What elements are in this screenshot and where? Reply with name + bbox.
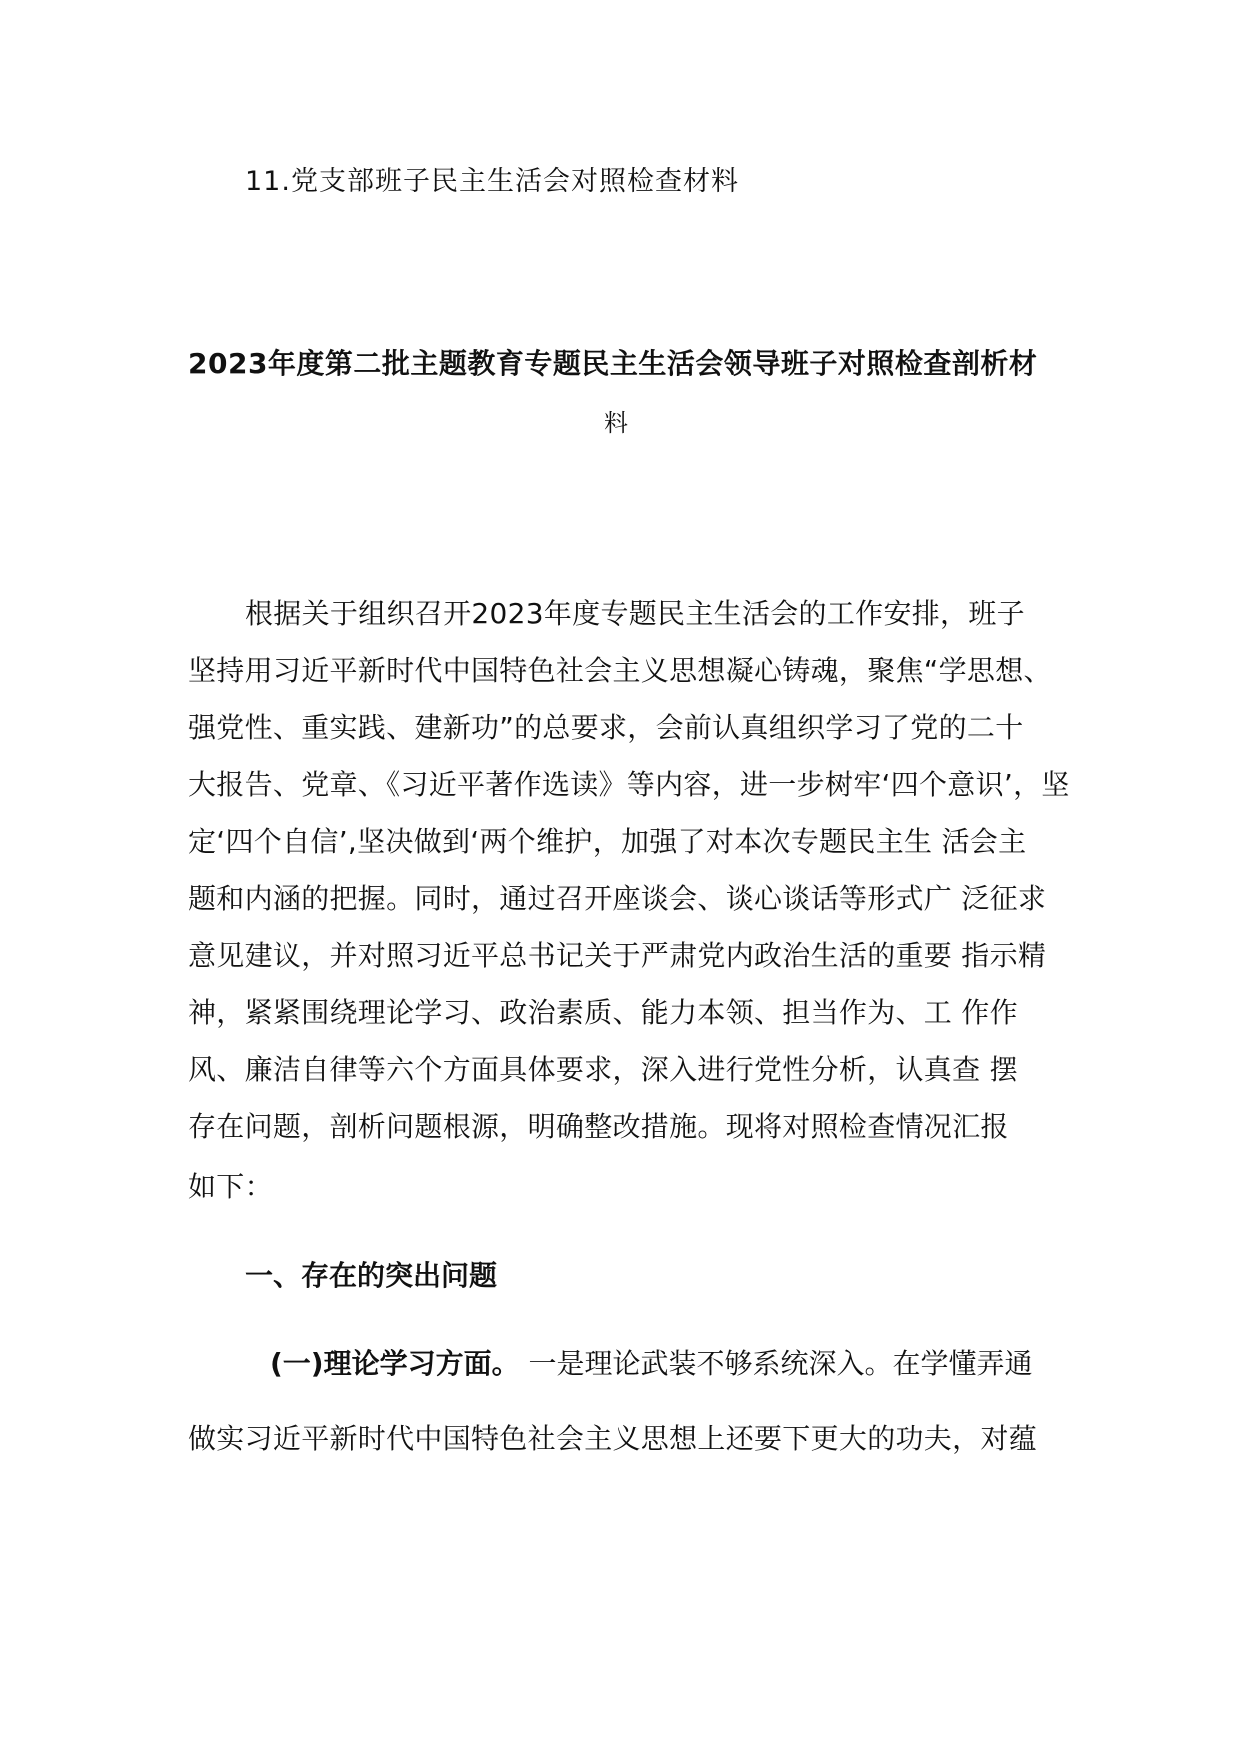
intro-paragraph-line: 意见建议，并对照习近平总书记关于严肃党内政治生活的重要 指示精	[188, 939, 1047, 972]
intro-paragraph-line: 神，紧紧围绕理论学习、政治素质、能力本领、担当作为、工 作作	[188, 996, 1018, 1029]
intro-paragraph-line: 定‘四个自信’,坚决做到‘两个维护，加强了对本次专题民主生 活会主	[188, 825, 1027, 858]
section-heading: 一、存在的突出问题	[245, 1259, 498, 1292]
intro-paragraph-line: 风、廉洁自律等六个方面具体要求，深入进行党性分析，认真查 摆	[188, 1053, 1018, 1086]
intro-paragraph-line: 坚持用习近平新时代中国特色社会主义思想凝心铸魂，聚焦“学思想、	[188, 654, 1052, 687]
subsection-text: 一是理论武装不够系统深入。在学懂弄通	[519, 1347, 1033, 1380]
subsection-line	[270, 1347, 1033, 1380]
document-number-heading: 11.党支部班子民主生活会对照检查材料	[245, 166, 739, 197]
subsection-heading: (一)理论学习方面。	[270, 1347, 520, 1380]
intro-paragraph-line: 大报告、党章、《习近平著作选读》等内容，进一步树牢‘四个意识’，坚	[188, 768, 1070, 801]
intro-paragraph-line: 根据关于组织召开2023年度专题民主生活会的工作安排，班子	[245, 597, 1025, 630]
intro-paragraph-line: 如下：	[188, 1170, 273, 1203]
intro-paragraph-line: 强党性、重实践、建新功”的总要求，会前认真组织学习了党的二十	[188, 711, 1024, 744]
body-paragraph-line: 做实习近平新时代中国特色社会主义思想上还要下更大的功夫，对蕴	[188, 1422, 1038, 1455]
document-title-line-1: 2023年度第二批主题教育专题民主生活会领导班子对照检查剖析材	[188, 347, 1038, 380]
intro-paragraph-line: 题和内涵的把握。同时，通过召开座谈会、谈心谈话等形式广 泛征求	[188, 882, 1047, 915]
intro-paragraph-line: 存在问题，剖析问题根源，明确整改措施。现将对照检查情况汇报	[188, 1110, 1009, 1143]
document-title-line-2: 料	[604, 409, 628, 437]
